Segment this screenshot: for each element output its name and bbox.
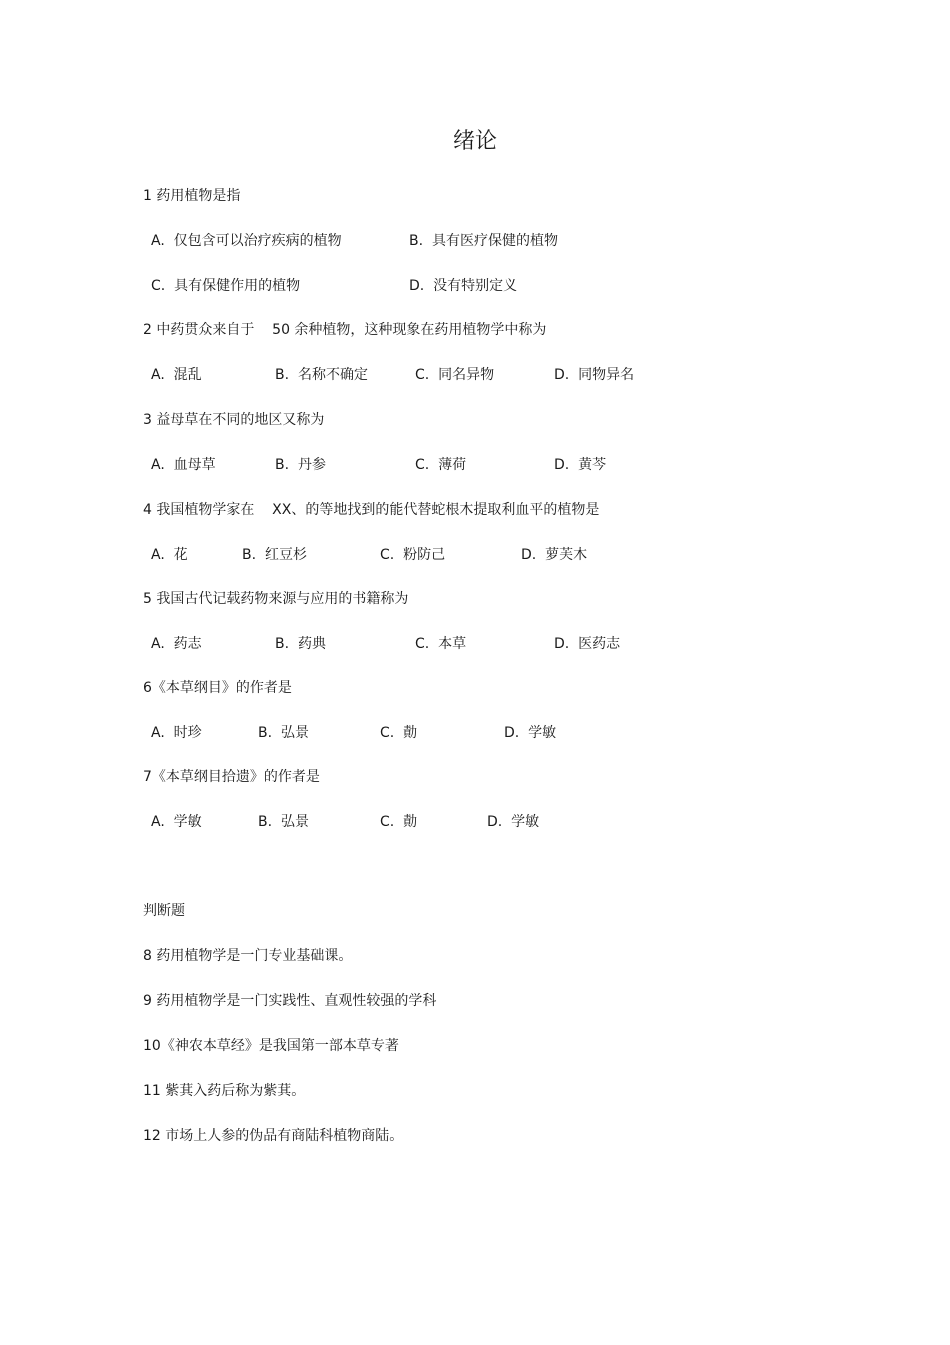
q5-option-c: C. 本草 xyxy=(415,636,467,652)
q6-option-b: B. 弘景 xyxy=(258,725,309,741)
q7-option-a: A. 学敏 xyxy=(151,814,202,830)
q5-option-a: A. 药志 xyxy=(151,636,202,652)
q5-option-d: D. 医药志 xyxy=(554,636,621,652)
q3-option-a: A. 血母草 xyxy=(151,457,216,473)
q2-option-a: A. 混乱 xyxy=(151,367,202,383)
judgment-heading: 判断题 xyxy=(143,903,185,919)
q2-option-b: B. 名称不确定 xyxy=(275,367,368,383)
q6-option-d: D. 学敏 xyxy=(504,725,557,741)
judgment-item-12: 12 市场上人参的伪品有商陆科植物商陆。 xyxy=(143,1128,404,1144)
question-7: 7《本草纲目拾遗》的作者是 xyxy=(143,769,320,785)
q4-option-a: A. 花 xyxy=(151,547,188,563)
q4-option-c: C. 粉防己 xyxy=(380,547,446,563)
q7-option-c: C. 勣 xyxy=(380,814,418,830)
q3-option-d: D. 黄芩 xyxy=(554,457,607,473)
question-4: 4 我国植物学家在 XX、的等地找到的能代替蛇根木提取利血平的植物是 xyxy=(143,502,600,518)
question-6: 6《本草纲目》的作者是 xyxy=(143,680,292,696)
q4-option-b: B. 红豆杉 xyxy=(242,547,307,563)
judgment-item-9: 9 药用植物学是一门实践性、直观性较强的学科 xyxy=(143,993,437,1009)
judgment-item-11: 11 紫萁入药后称为紫萁。 xyxy=(143,1083,306,1099)
q2-option-d: D. 同物异名 xyxy=(554,367,635,383)
page-title: 绪论 xyxy=(452,129,497,154)
q1-option-d: D. 没有特别定义 xyxy=(409,278,518,294)
q1-option-c: C. 具有保健作用的植物 xyxy=(151,278,301,294)
question-5: 5 我国古代记载药物来源与应用的书籍称为 xyxy=(143,591,409,607)
question-1: 1 药用植物是指 xyxy=(143,188,241,204)
q1-option-a: A. 仅包含可以治疗疾病的植物 xyxy=(151,233,342,249)
q6-option-c: C. 勣 xyxy=(380,725,418,741)
q7-option-d: D. 学敏 xyxy=(487,814,540,830)
q1-option-b: B. 具有医疗保健的植物 xyxy=(409,233,558,249)
q6-option-a: A. 时珍 xyxy=(151,725,202,741)
question-3: 3 益母草在不同的地区又称为 xyxy=(143,412,325,428)
q4-option-d: D. 萝芙木 xyxy=(521,547,588,563)
judgment-item-8: 8 药用植物学是一门专业基础课。 xyxy=(143,948,353,964)
q3-option-b: B. 丹参 xyxy=(275,457,326,473)
q3-option-c: C. 薄荷 xyxy=(415,457,467,473)
q2-option-c: C. 同名异物 xyxy=(415,367,495,383)
q5-option-b: B. 药典 xyxy=(275,636,326,652)
question-2: 2 中药贯众来自于 50 余种植物，这种现象在药用植物学中称为 xyxy=(143,322,547,338)
judgment-item-10: 10《神农本草经》是我国第一部本草专著 xyxy=(143,1038,399,1054)
q7-option-b: B. 弘景 xyxy=(258,814,309,830)
